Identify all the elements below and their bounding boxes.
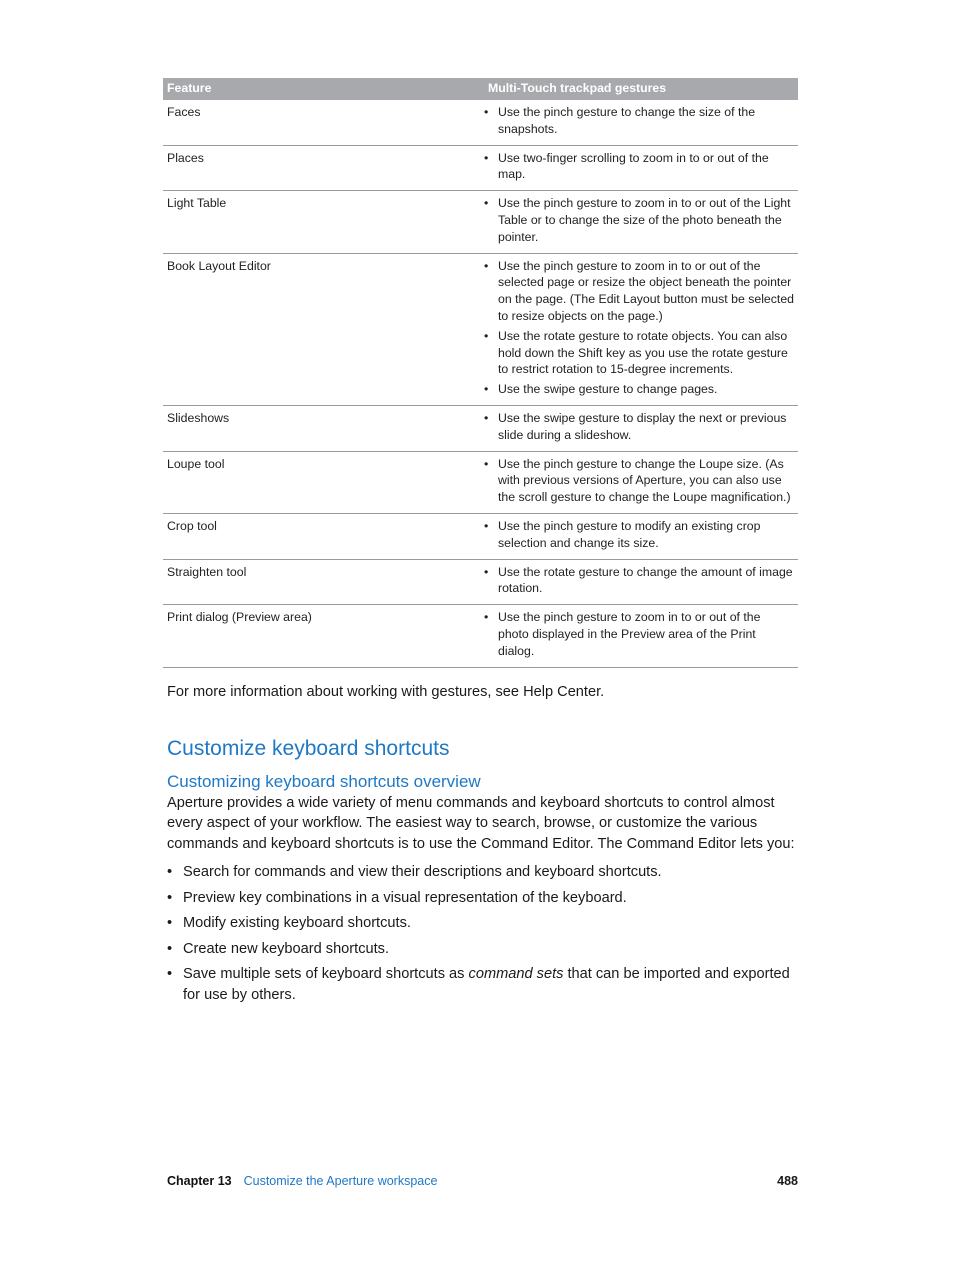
subsection-title: Customizing keyboard shortcuts overview [167,771,481,791]
command-sets-term: command sets [468,966,564,983]
table-row [163,145,798,191]
gesture-list [484,258,794,398]
list-item: • Create new keyboard shortcuts. [167,939,798,960]
gestures-cell [484,451,798,513]
more-info-text: For more information about working with gestures, see Help Center. [167,683,605,700]
table-body [163,100,798,667]
section-title: Customize keyboard shortcuts [167,736,450,760]
gesture-list [484,609,794,659]
list-item: • Use the pinch gesture to zoom in to or out of the Light Table or to change the size of the photo beneath the pointer. [484,195,794,245]
header-gestures: Multi-Touch trackpad gestures [484,78,798,100]
gestures-table [163,78,798,668]
gesture-list [484,564,794,598]
feature-cell: Faces [163,100,484,145]
list-item: • Use the rotate gesture to rotate objects. You can also hold down the Shift key as you use the rotate gesture to restrict rotation to 15-degree increments. [484,328,794,378]
list-item: • Use the swipe gesture to change pages. [484,381,794,398]
gestures-cell [484,559,798,605]
table-row [163,605,798,667]
list-item: • Use the pinch gesture to zoom in to or out of the photo displayed in the Preview area of the Print dialog. [484,609,794,659]
gesture-list [484,518,794,552]
table-row [163,513,798,559]
list-item: • Modify existing keyboard shortcuts. [167,913,798,934]
gesture-list [484,456,794,506]
page-footer [167,1172,798,1190]
gesture-list [484,150,794,184]
header-feature: Feature [163,78,484,100]
list-item: • Use the rotate gesture to change the amount of image rotation. [484,564,794,598]
list-item: • Use the pinch gesture to modify an existing crop selection and change its size. [484,518,794,552]
list-item: • Preview key combinations in a visual representation of the keyboard. [167,888,798,909]
feature-cell: Slideshows [163,405,484,451]
table-row [163,405,798,451]
chapter-label: Chapter 13 [167,1174,232,1188]
list-item: • Use the pinch gesture to zoom in to or out of the selected page or resize the object beneath the pointer on the page. (The Edit Layout button must be selected to resize objects on the page.) [484,258,794,325]
feature-cell: Book Layout Editor [163,253,484,405]
page-number: 488 [777,1174,798,1188]
gestures-cell [484,605,798,667]
list-item: • Use the pinch gesture to change the Loupe size. (As with previous versions of Aperture, you can also use the scroll gesture to change the Loupe magnification.) [484,456,794,506]
gesture-list [484,104,794,138]
gesture-list [484,410,794,444]
list-item: • Use two-finger scrolling to zoom in to or out of the map. [484,150,794,184]
feature-cell: Light Table [163,191,484,253]
gesture-list [484,195,794,245]
chapter-title-link[interactable]: Customize the Aperture workspace [243,1174,438,1188]
feature-cell: Straighten tool [163,559,484,605]
gestures-cell [484,145,798,191]
gestures-cell [484,513,798,559]
command-editor-features-list [167,862,798,1005]
gestures-cell [484,405,798,451]
feature-cell: Loupe tool [163,451,484,513]
gestures-cell [484,100,798,145]
feature-cell: Crop tool [163,513,484,559]
gestures-cell [484,253,798,405]
list-item: • Use the swipe gesture to display the next or previous slide during a slideshow. [484,410,794,444]
table-row [163,451,798,513]
table-row [163,253,798,405]
list-item: • Use the pinch gesture to change the size of the snapshots. [484,104,794,138]
table-header-row [163,78,798,100]
table-row [163,191,798,253]
feature-cell: Print dialog (Preview area) [163,605,484,667]
list-item: • Search for commands and view their descriptions and keyboard shortcuts. [167,862,798,883]
list-item: • Save multiple sets of keyboard shortcuts as command sets that can be imported and exported for use by others. [167,964,798,1005]
gestures-cell [484,191,798,253]
page-content [163,78,798,1010]
feature-cell: Places [163,145,484,191]
intro-paragraph: Aperture provides a wide variety of menu commands and keyboard shortcuts to control almost every aspect of your workflow. The easiest way to search, browse, or customize the various commands and keyboard shortcuts is to use the Command Editor. The Command Editor lets you: [167,794,795,852]
table-row [163,559,798,605]
table-row [163,100,798,145]
